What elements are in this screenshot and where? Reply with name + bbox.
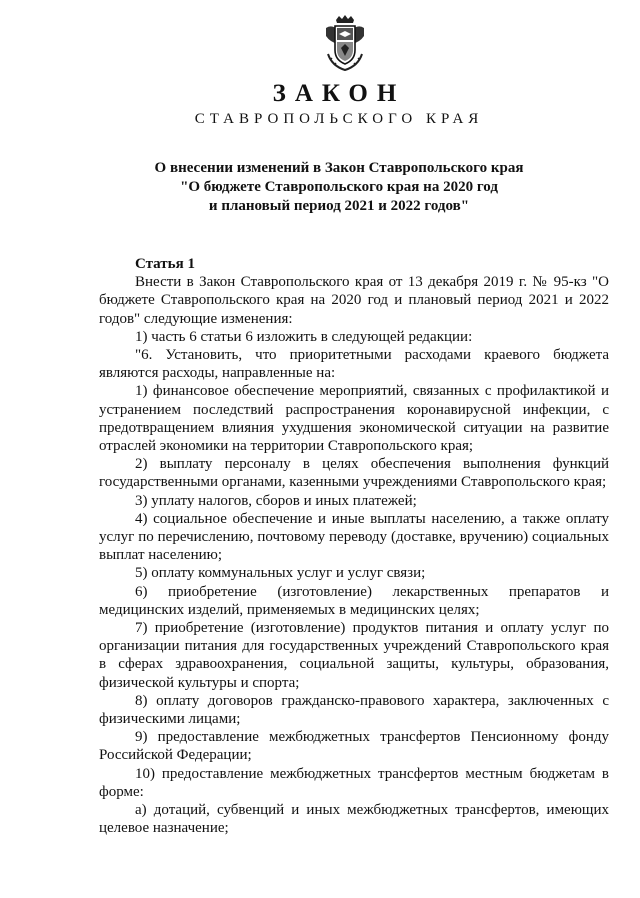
paragraph: 4) социальное обеспечение и иные выплаты населению, а также оплату услуг по перечислению, почтовому переводу (доставке, вручению) социальных выплат населению; [99, 510, 609, 564]
paragraph: 2) выплату персоналу в целях обеспечения выполнения функций государственными органами, казенными учреждениями Ставропольского края; [99, 456, 609, 491]
coat-of-arms-emblem [322, 14, 368, 74]
paragraph: а) дотаций, субвенций и иных межбюджетных трансфертов, имеющих целевое назначение; [99, 802, 609, 837]
paragraph: 1) финансовое обеспечение мероприятий, связанных с профилактикой и устранением последствий распространения коронавирусной инфекции, с предотвращением влияния ухудшения экономической ситуации на развитие отраслей экономики на территории Ставропольского края; [99, 383, 609, 455]
paragraph: 3) уплату налогов, сборов и иных платежей; [135, 492, 417, 509]
heading-line: О внесении изменений в Закон Ставропольского края [154, 160, 524, 176]
article-title: Статья 1 [135, 256, 195, 272]
heading-line: и плановый период 2021 и 2022 годов" [208, 198, 470, 214]
paragraph: Внести в Закон Ставропольского края от 13 декабря 2019 г. № 95-кз "О бюджете Ставропольского края на 2020 год и плановый период 2021 и 2022 годов" следующие изменения: [99, 274, 609, 327]
paragraph: 10) предоставление межбюджетных трансфертов местным бюджетам в форме: [99, 765, 609, 800]
paragraph: 8) оплату договоров гражданско-правового характера, заключенных с физическими лицами; [99, 692, 609, 728]
law-title: ЗАКОН [272, 80, 406, 107]
paragraph: "6. Установить, что приоритетными расходами краевого бюджета являются расходы, направленные на: [99, 347, 609, 382]
paragraph: 9) предоставление межбюджетных трансфертов Пенсионному фонду Российской Федерации; [99, 729, 609, 764]
paragraph: 6) приобретение (изготовление) лекарственных препаратов и медицинских изделий, применяемых в медицинских целях; [99, 583, 609, 618]
paragraph: 7) приобретение (изготовление) продуктов питания и оплату услуг по организации питания для государственных учреждений Ставропольского края в сферах здравоохранения, социальной защиты, культуры, образования, физической культуры и спорта; [99, 620, 609, 691]
paragraph: 1) часть 6 статьи 6 изложить в следующей редакции: [135, 328, 473, 345]
law-heading [0, 159, 640, 216]
document-body [99, 255, 609, 838]
heading-line: "О бюджете Ставропольского края на 2020 год [180, 179, 498, 195]
region-subtitle: СТАВРОПОЛЬСКОГО КРАЯ [194, 111, 484, 127]
paragraph: 5) оплату коммунальных услуг и услуг связи; [135, 565, 426, 582]
